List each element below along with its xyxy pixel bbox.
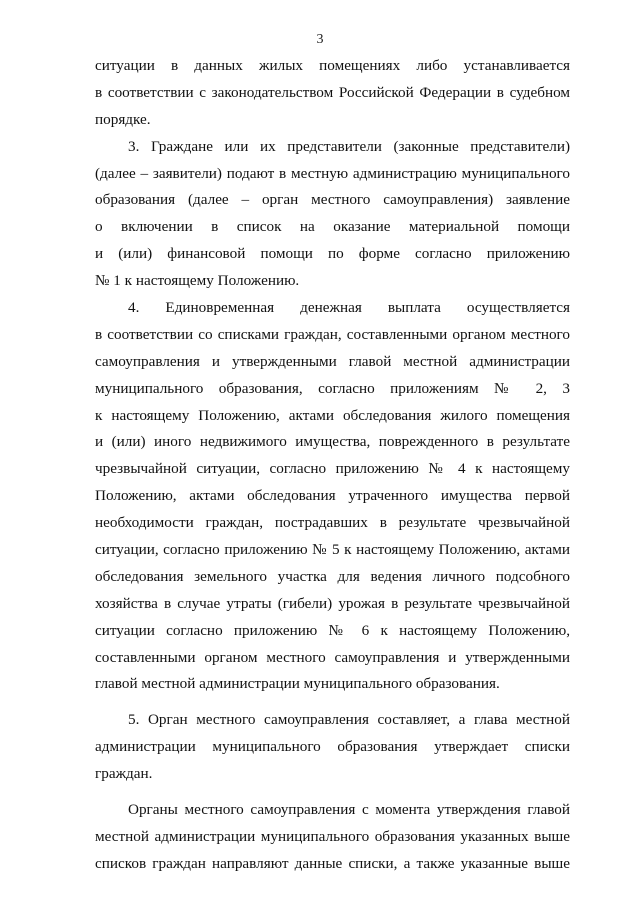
text-line: 3. Граждане или их представители (законные представители) [128,137,570,155]
text-line: Органы местного самоуправления с момента утверждения главой [128,801,570,819]
text-line: необходимости граждан, пострадавших в результате чрезвычайной [95,514,570,532]
text-line: чрезвычайной ситуации, согласно приложению № 4 к настоящему [95,460,570,478]
text-line: местной администрации муниципального образования указанных выше [95,827,570,845]
text-line: к настоящему Положению, актами обследования жилого помещения [95,406,570,424]
text-line: самоуправления и утвержденными главой местной администрации [95,352,570,370]
text-line: обследования земельного участка для ведения личного подсобного [95,567,570,585]
text-line: ситуации, согласно приложению № 5 к настоящему Положению, актами [95,541,570,559]
text-line: главой местной администрации муниципального образования. [95,675,500,693]
text-line: Положению, актами обследования утраченного имущества первой [95,487,570,505]
text-line: (далее – заявители) подают в местную администрацию муниципального [95,164,570,182]
text-line: порядке. [95,110,151,128]
paragraph [95,707,570,788]
text-line: составленными органом местного самоуправления и утвержденными [95,648,570,666]
text-line: № 1 к настоящему Положению. [95,272,300,290]
text-line: о включении в список на оказание материальной помощи [95,218,570,236]
text-line: и (или) финансовой помощи по форме согласно приложению [95,245,570,263]
text-line: в соответствии с законодательством Российской Федерации в судебном [95,83,570,101]
text-line: 4. Единовременная денежная выплата осуществляется [128,299,570,317]
text-line: граждан. [95,765,153,783]
paragraph-spacing [95,698,570,707]
paragraph [95,797,570,878]
page-number: 3 [316,32,324,47]
text-line: муниципального образования, согласно приложениям № 2, 3 [95,379,570,397]
text-line: списков граждан направляют данные списки, а также указанные выше [95,854,570,872]
text-line: образования (далее – орган местного самоуправления) заявление [95,191,570,209]
text-line: в соответствии со списками граждан, составленными органом местного [95,325,570,343]
text-line: ситуации согласно приложению № 6 к настоящему Положению, [95,621,570,639]
text-line: хозяйства в случае утраты (гибели) урожая в результате чрезвычайной [95,594,570,612]
paragraph [95,295,570,698]
text-line: ситуации в данных жилых помещениях либо устанавливается [95,57,570,74]
text-line: администрации муниципального образования утверждает списки [95,738,570,756]
paragraph-spacing [95,788,570,797]
text-line: 5. Орган местного самоуправления составляет, а глава местной [128,711,570,729]
document-body [95,53,570,878]
paragraph [95,134,570,295]
text-line: и (или) иного недвижимого имущества, поврежденного в результате [95,433,570,451]
paragraph [95,53,570,134]
